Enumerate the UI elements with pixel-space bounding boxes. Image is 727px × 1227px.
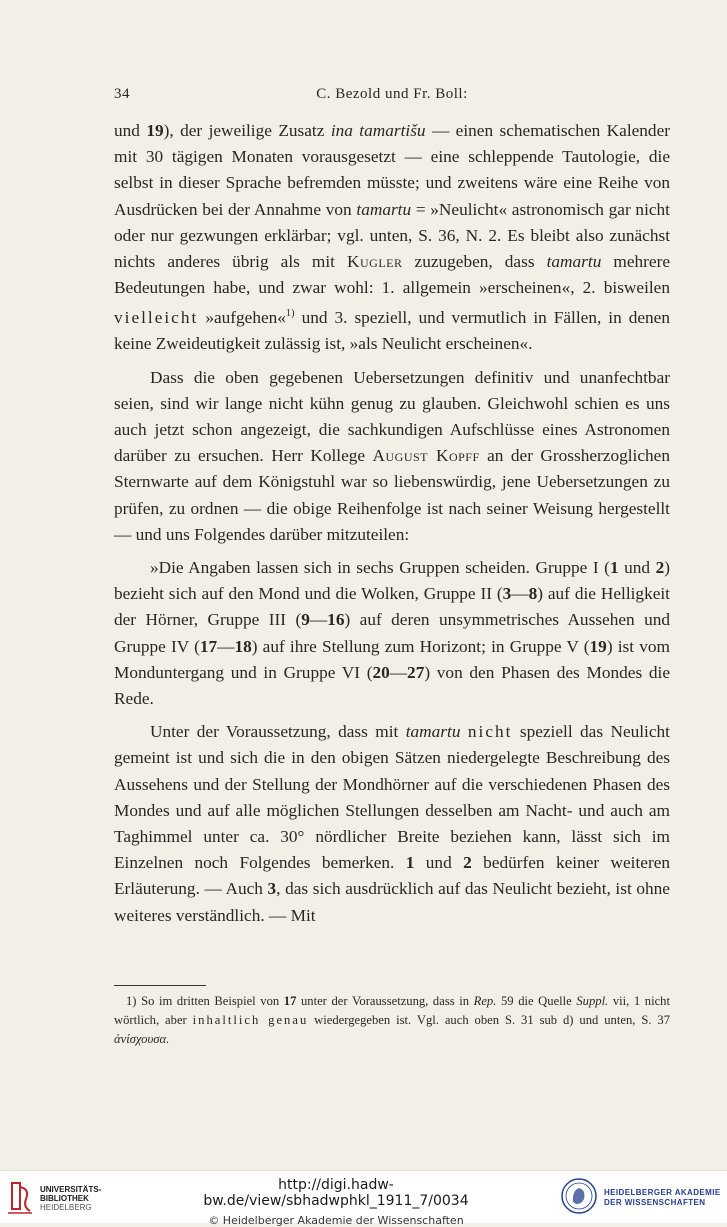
ub-heidelberg-logo-icon	[6, 1179, 34, 1215]
text-run: bedürfen keiner weiteren Erläuterung. — Auch	[114, 853, 671, 899]
text-run: = »Neulicht« astronomisch gar nicht oder nur gezwungen erklärbar; vgl. unten, S. 36, N. 2. Es bleibt also zunächst nichts anderes übrig als mit	[114, 199, 670, 272]
footer-bar	[0, 1170, 727, 1227]
page-number: 34	[114, 86, 130, 102]
running-title: C. Bezold und Fr. Boll:	[316, 86, 468, 102]
text-run: —	[389, 662, 408, 682]
text-run: und	[414, 853, 464, 873]
footnote-divider	[114, 985, 206, 986]
academy-logo-line-1: HEIDELBERGER AKADEMIE	[604, 1188, 721, 1197]
text-run: 2	[655, 558, 665, 578]
paragraph	[114, 365, 670, 548]
text-run: 9	[301, 610, 310, 630]
text-run: 1	[405, 853, 415, 873]
paragraph	[114, 118, 670, 358]
text-run: nicht	[467, 722, 513, 742]
text-run: an der Grossherzoglichen Sternwarte auf dem Königstuhl war so liebenswürdig, jene Uebersetzungen zu prüfen, zu ordnen — die obige Reihenfolge ist nach seiner Weisung hergestellt — und uns Folgendes darüber mitzuteilen:	[114, 446, 670, 544]
text-run: und 3. speziell, und vermutlich in Fällen, in denen keine Zweideutigkeit zulässig ist, »als Neulicht erscheinen«.	[114, 308, 670, 354]
text-run: 20	[372, 662, 390, 682]
text-run: 1	[609, 558, 619, 578]
text-run: —	[511, 584, 529, 604]
text-run: 19	[589, 636, 607, 656]
text-run: und	[618, 558, 656, 578]
academy-seal-icon	[560, 1177, 598, 1215]
text-run: 8	[528, 584, 538, 604]
text-run: »Die Angaben lassen sich in sechs Gruppen scheiden. Gruppe I (	[150, 558, 610, 578]
text-run: 2	[463, 853, 472, 873]
text-run: tamartu	[405, 722, 461, 742]
text-run: tamartu	[546, 252, 602, 272]
text-run: wiedergegeben ist. Vgl. auch oben S. 31 sub d) und unten, S. 37	[308, 1013, 671, 1027]
text-run: Unter der Voraussetzung, dass mit	[150, 722, 406, 742]
text-run: ), der jeweilige Zusatz	[163, 121, 331, 140]
text-run	[460, 722, 467, 741]
text-run: speziell das Neulicht gemeint ist und sich die in den obigen Sätzen niedergelegte Beschreibung des Aussehens und der Stellung der Mondhörner auf die verschiedenen Phasen des Mondes und auf alle möglichen Stellungen desselben am Nacht- und auch am Taghimmel unter ca. 30° nördlicher Breite beziehen kann, lässt sich im Einzelnen noch Folgendes bemerken.	[114, 722, 670, 873]
copyright-notice: © Heidelberger Akademie der Wissenschaften	[208, 1214, 464, 1227]
text-run: 3	[502, 584, 512, 604]
ub-logo-line-1: UNIVERSITÄTS-	[40, 1185, 102, 1194]
text-run: , das sich ausdrücklich auf das Neulicht bezieht, ist ohne weiteres verständlich. — Mit	[114, 879, 670, 925]
footnote-1	[114, 992, 670, 1049]
permalink-url[interactable]: http://digi.hadw-bw.de/view/sbhadwphkl_1911_7/0034	[203, 1177, 469, 1209]
text-run: mehrere Bedeutungen habe, und zwar wohl: 1. allgemein »erscheinen«, 2. bisweilen	[114, 252, 670, 298]
text-run: unter der Voraussetzung, dass in	[296, 994, 474, 1008]
text-run: August Kopff	[372, 446, 480, 466]
text-run: ) auf deren unsymmetrisches Aussehen und Gruppe IV (	[114, 610, 671, 656]
body-text	[114, 118, 670, 936]
text-run: ina tamartišu	[330, 121, 426, 140]
text-run: ) auf ihre Stellung zum Horizont; in Gruppe V (	[251, 636, 590, 656]
footnotes	[114, 992, 670, 1049]
text-run: 1)	[285, 308, 295, 320]
text-run: und	[114, 121, 147, 140]
text-run: ) bezieht sich auf den Mond und die Wolken, Gruppe II (	[114, 558, 670, 604]
text-run: 1) So im dritten Beispiel von	[126, 994, 284, 1008]
text-run: »aufgehen«	[198, 308, 286, 328]
text-run: 59 die Quelle	[496, 994, 577, 1008]
text-run: 18	[234, 636, 252, 656]
university-library-logo[interactable]	[6, 1179, 126, 1215]
text-run: zuzugeben, dass	[402, 252, 547, 272]
text-run: —	[217, 636, 235, 656]
text-run: — einen schematischen Kalender mit 30 tägigen Monaten vorausgesetzt — eine schleppende Tautologie, die selbst in dieser Sprache befremden müsste; und zweitens wäre eine Reihe von Ausdrücken bei der Annahme von	[114, 121, 670, 219]
text-run: —	[309, 610, 328, 630]
text-run: tamartu	[356, 199, 412, 219]
academy-logo-line-2: DER WISSENSCHAFTEN	[604, 1198, 706, 1207]
text-run: 17	[283, 994, 297, 1008]
text-run: ) ist vom Monduntergang und in Gruppe VI (	[114, 636, 670, 682]
text-run: 16	[327, 610, 345, 630]
ub-logo-line-2: BIBLIOTHEK	[40, 1194, 89, 1203]
text-run: Kugler	[347, 252, 403, 272]
paragraph	[114, 555, 670, 712]
text-run: ) auf die Helligkeit der Hörner, Gruppe III (	[114, 584, 670, 630]
text-run: inhaltlich genau	[192, 1013, 309, 1027]
academy-logo[interactable]	[560, 1177, 725, 1217]
text-run: ἀνίσχουσα.	[114, 1032, 170, 1046]
text-run: ) von den Phasen des Mondes die Rede.	[114, 662, 670, 709]
ub-logo-line-3: HEIDELBERG	[40, 1203, 92, 1212]
text-run: 19	[146, 121, 164, 140]
paragraph	[114, 719, 670, 929]
page-header	[114, 86, 670, 108]
text-run: Rep.	[473, 994, 497, 1008]
text-run: 3	[267, 879, 277, 899]
text-run: 17	[199, 636, 218, 656]
text-run: vii, 1 nicht wörtlich, aber	[114, 994, 670, 1027]
text-run: Suppl.	[576, 994, 609, 1008]
text-run: Dass die oben gegebenen Uebersetzungen definitiv und unanfechtbar seien, sind wir lange nicht kühn genug zu glauben. Gleichwohl schien es uns auch jetzt schon angezeigt, die sachkundigen Aufschlüsse eines Astronomen darüber zu ersuchen. Herr Kollege	[114, 367, 670, 466]
text-run: vielleicht	[114, 308, 199, 328]
citation-box	[146, 1177, 526, 1227]
text-run: 27	[407, 662, 425, 682]
